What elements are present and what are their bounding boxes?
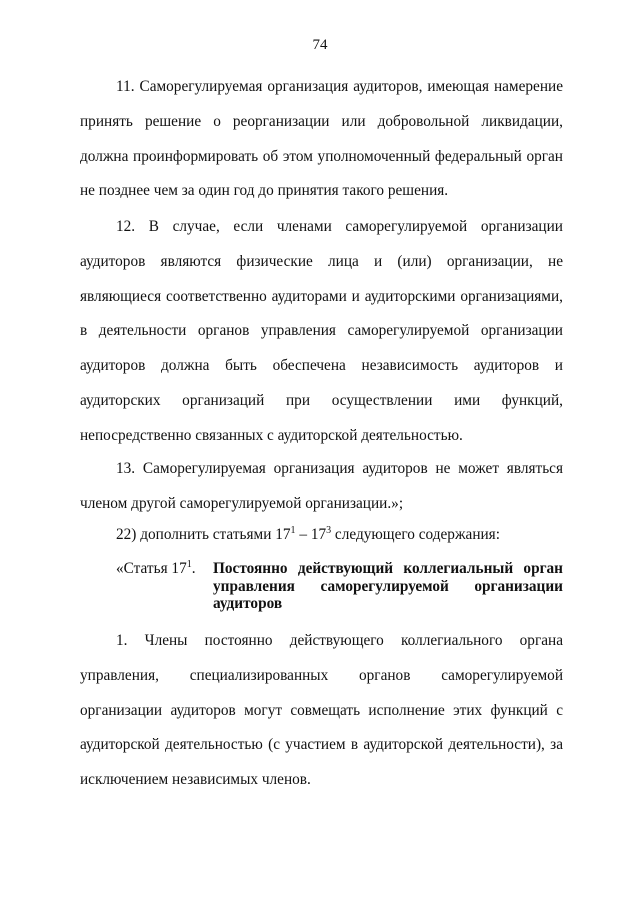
paragraph-22-suffix: следующего содержания: <box>331 526 500 543</box>
paragraph-22 <box>80 518 563 553</box>
article-heading <box>116 560 563 618</box>
paragraph-1: 1. Члены постоянно действующего коллегиального органа управления, специализированных органов саморегулируемой организации аудиторов могут совмещать исполнение этих функций с аудиторской деятельностью (с участием в аудиторской деятельности), за исключением независимых членов. <box>80 632 563 789</box>
article-label-sup: 1 <box>186 558 192 570</box>
article-label-prefix: «Статья 17 <box>116 560 187 577</box>
paragraph-11: 11. Саморегулируемая организация аудиторов, имеющая намерение принять решение о реорганизации или добровольной ликвидации, должна проинформировать об этом уполномоченный федеральный орган не позднее чем за один год до принятия такого решения. <box>80 78 563 200</box>
paragraph-13: 13. Саморегулируемая организация аудиторов не может являться членом другой саморегулируемой организации.»; <box>80 460 563 512</box>
paragraph-22-sup-1: 1 <box>290 524 296 536</box>
article-title: Постоянно действующий коллегиальный орган управления саморегулируемой организации аудиторов <box>213 560 563 612</box>
page-number: 74 <box>312 37 328 53</box>
paragraph-22-prefix: 22) дополнить статьями 17 <box>116 526 291 543</box>
paragraph-12: 12. В случае, если членами саморегулируемой организации аудиторов являются физические лица и (или) организации, не являющиеся соответственно аудиторами и аудиторскими организациями, в деятельности органов управления саморегулируемой организации аудиторов должна быть обеспечена независимость аудиторов и аудиторских организаций при осуществлении ими функций, непосредственно связанных с аудиторской деятельностью. <box>80 218 563 444</box>
paragraph-22-sup-2: 3 <box>326 524 332 536</box>
article-label-suffix: . <box>191 560 196 577</box>
paragraph-22-middle: – 17 <box>295 526 327 543</box>
article-label <box>116 560 196 578</box>
